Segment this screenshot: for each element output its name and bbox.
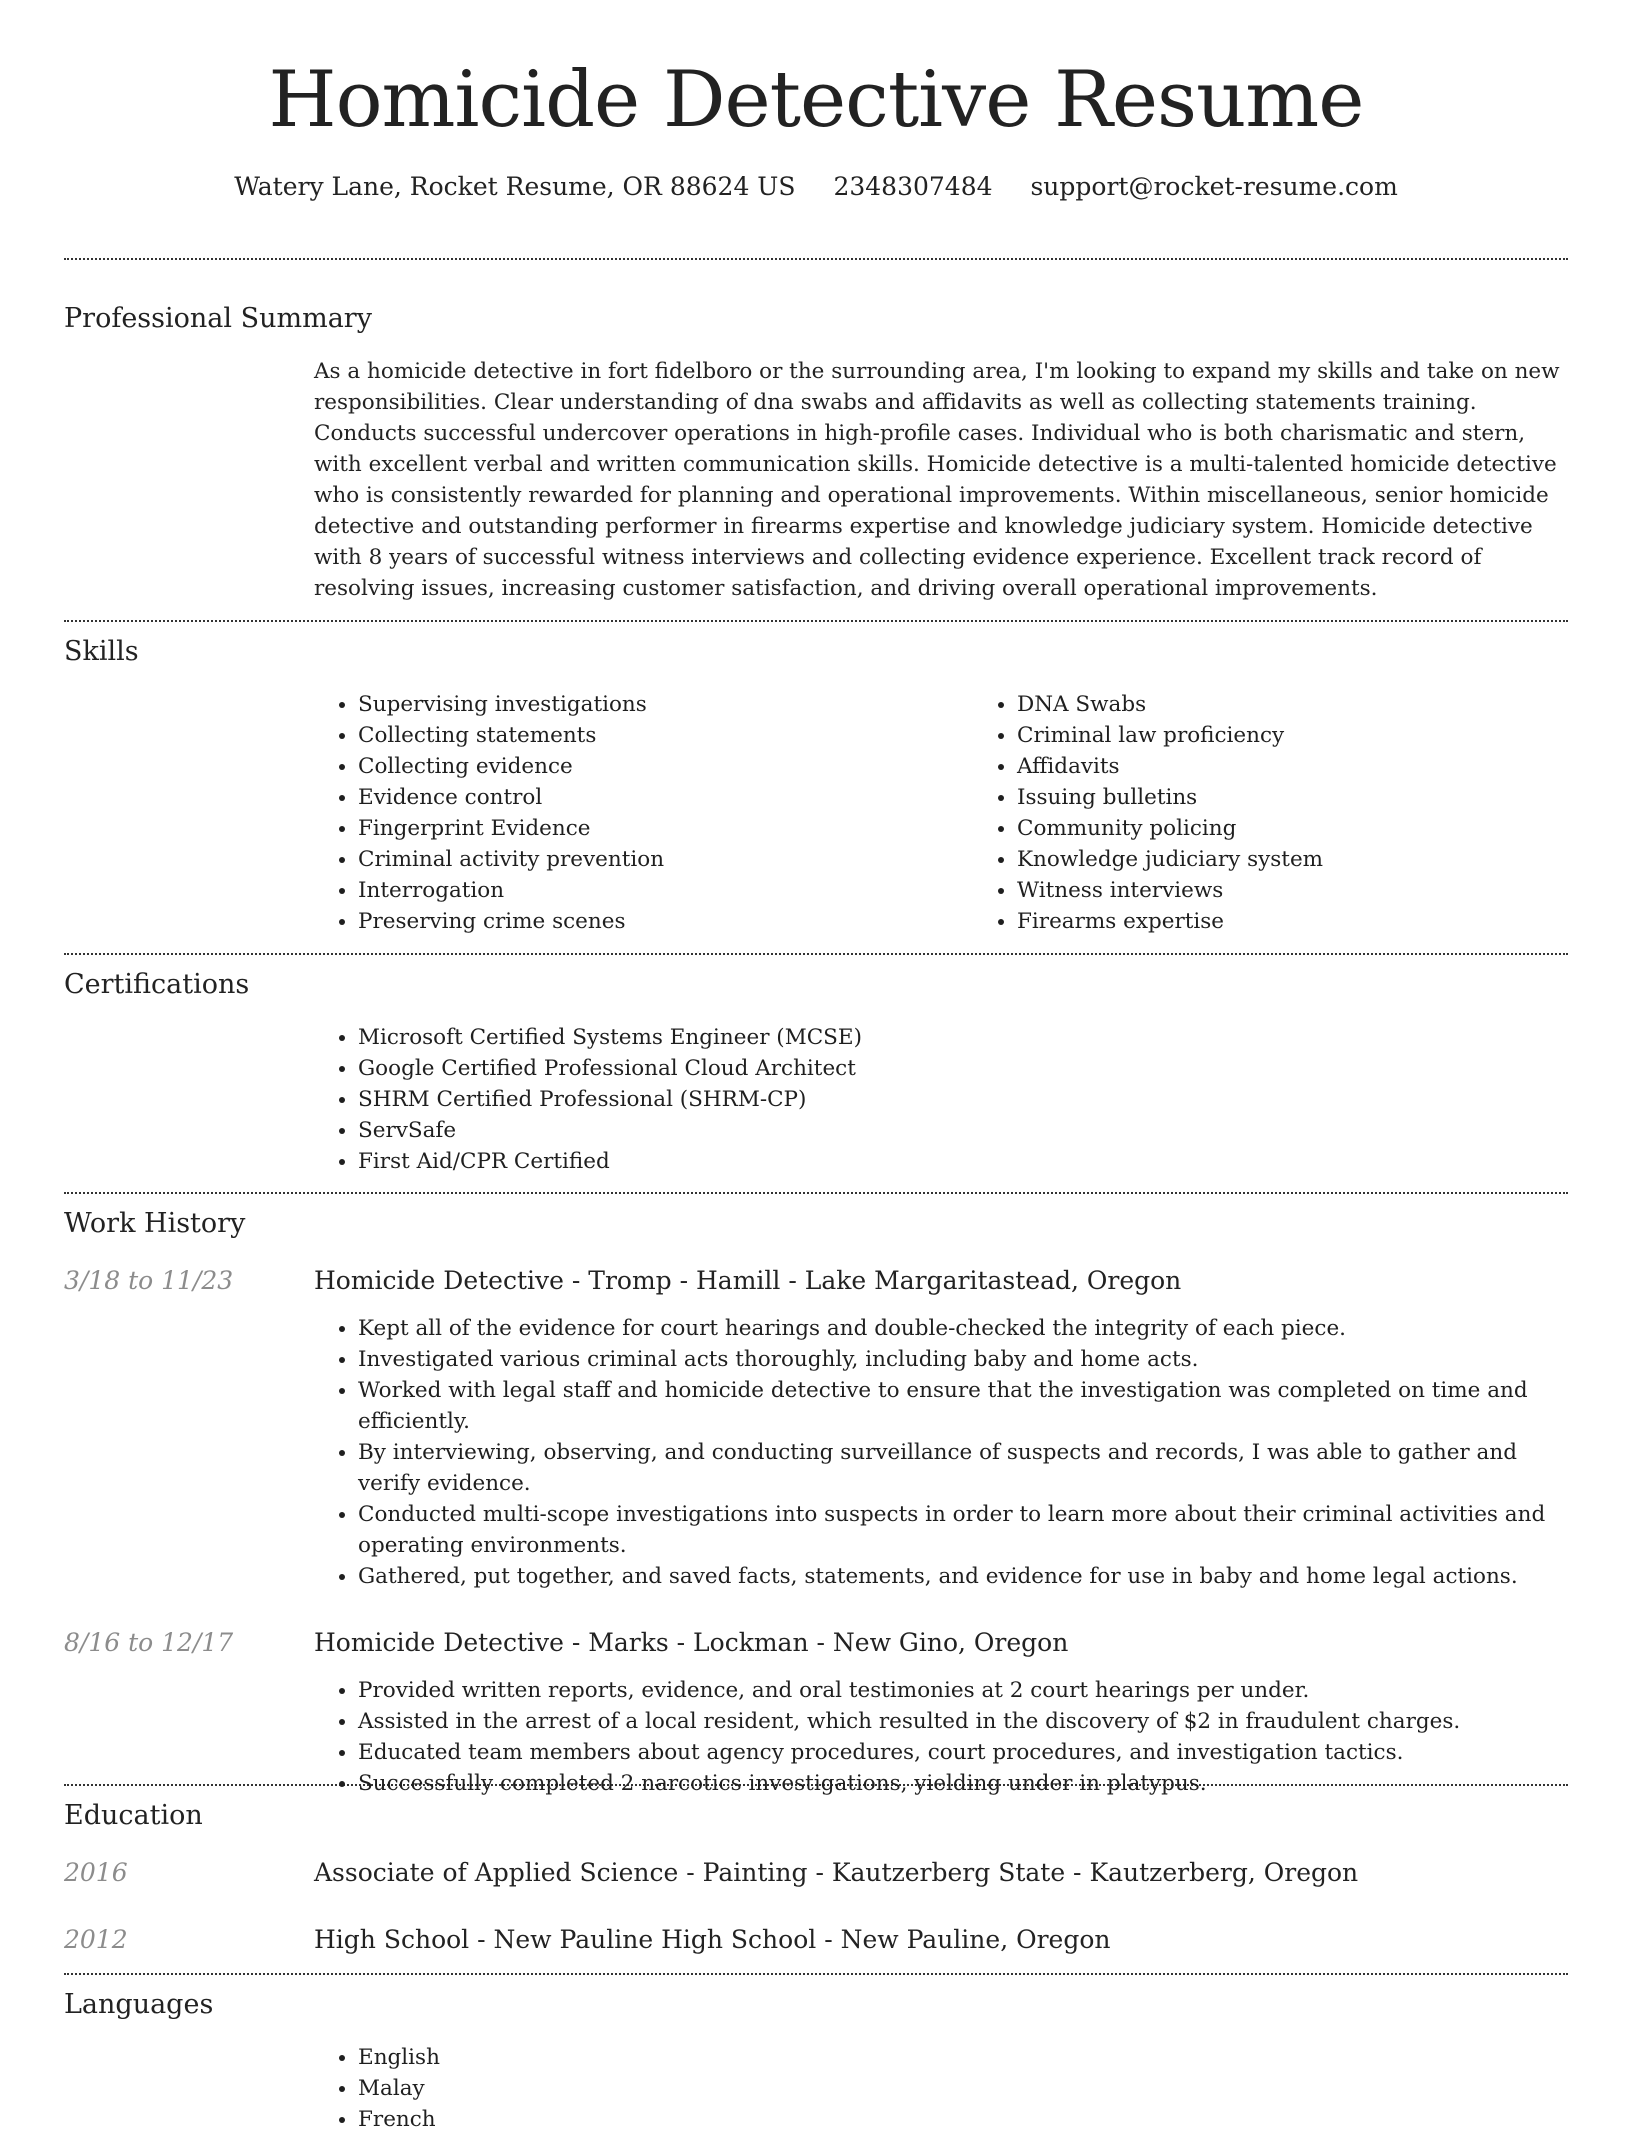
list-item: • Conducted multi-scope investigations into suspects in order to learn more about their criminal activities and operating environments. — [358, 1499, 1568, 1561]
job-title: Homicide Detective - Marks - Lockman - New Gino, Oregon — [314, 1628, 1069, 1657]
list-item: • Malay — [358, 2073, 1568, 2104]
list-item: • Preserving crime scenes — [358, 906, 973, 937]
summary-text: As a homicide detective in fort fidelboro or the surrounding area, I'm looking to expand my skills and take on new responsibilities. Clear understanding of dna swabs and affidavits as well as collecting statements training. Conducts successful undercover operations in high-profile cases. Individual who is both charismatic and stern, with excellent verbal and written communication skills. Homicide detective is a multi-talented homicide detective who is consistently rewarded for planning and operational improvements. Within miscellaneous, senior homicide detective and outstanding performer in firearms expertise and knowledge judiciary system. Homicide detective with 8 years of successful witness interviews and collecting evidence experience. Excellent track record of resolving issues, increasing customer satisfaction, and driving overall operational improvements. — [314, 359, 1560, 601]
education-title: Associate of Applied Science - Painting - Kautzerberg State - Kautzerberg, Oregon — [314, 1858, 1359, 1887]
list-item: • Criminal activity prevention — [358, 844, 973, 875]
list-item: • English — [358, 2042, 1568, 2073]
list-item: • Witness interviews — [1017, 875, 1632, 906]
job-bullets — [314, 1675, 1568, 1799]
list-item: • SHRM Certified Professional (SHRM-CP) — [358, 1084, 1568, 1115]
list-item: • Collecting evidence — [358, 751, 973, 782]
list-item: • Fingerprint Evidence — [358, 813, 973, 844]
education-heading: Education — [64, 1800, 203, 1831]
skills-section — [0, 622, 1632, 953]
job-bullets — [314, 1313, 1568, 1592]
list-item: • Worked with legal staff and homicide detective to ensure that the investigation was completed on time and efficiently. — [358, 1375, 1568, 1437]
skills-heading: Skills — [64, 636, 139, 667]
job-dates: 3/18 to 11/23 — [64, 1266, 234, 1295]
list-item: • Assisted in the arrest of a local resident, which resulted in the discovery of $2 in fraudulent charges. — [358, 1706, 1568, 1737]
list-item: • Firearms expertise — [1017, 906, 1632, 937]
list-item: • ServSafe — [358, 1115, 1568, 1146]
list-item: • Collecting statements — [358, 720, 973, 751]
work-section — [0, 1194, 1632, 1796]
education-year: 2016 — [64, 1858, 128, 1887]
contact-line — [0, 170, 1632, 204]
list-item: • Microsoft Certified Systems Engineer (MCSE) — [358, 1022, 1568, 1053]
summary-heading: Professional Summary — [64, 303, 372, 334]
list-item: • Provided written reports, evidence, and oral testimonies at 2 court hearings per under. — [358, 1675, 1568, 1706]
summary-section — [0, 260, 1632, 620]
job-dates: 8/16 to 12/17 — [64, 1628, 234, 1657]
education-year: 2012 — [64, 1925, 128, 1954]
education-title: High School - New Pauline High School - New Pauline, Oregon — [314, 1925, 1111, 1954]
certifications-list — [314, 1022, 1568, 1177]
job-entry — [0, 1194, 1632, 1592]
job-entry — [0, 1626, 1632, 1799]
list-item: • French — [358, 2104, 1568, 2135]
skills-list-left — [314, 689, 973, 937]
list-item: • By interviewing, observing, and conducting surveillance of suspects and records, I was able to gather and verify evidence. — [358, 1437, 1568, 1499]
list-item: • Supervising investigations — [358, 689, 973, 720]
education-section — [0, 1786, 1632, 1973]
contact-phone: 2348307484 — [833, 172, 993, 201]
work-heading: Work History — [64, 1208, 246, 1239]
list-item: • DNA Swabs — [1017, 689, 1632, 720]
list-item: • Knowledge judiciary system — [1017, 844, 1632, 875]
job-title: Homicide Detective - Tromp - Hamill - Lake Margaritastead, Oregon — [314, 1266, 1182, 1295]
resume-title: Homicide Detective Resume — [268, 55, 1364, 145]
list-item: • Criminal law proficiency — [1017, 720, 1632, 751]
contact-email: support@rocket-resume.com — [1030, 172, 1398, 201]
list-item: • Successfully completed 2 narcotics investigations, yielding under in platypus. — [358, 1768, 1568, 1799]
certifications-section — [0, 955, 1632, 1192]
list-item: • First Aid/CPR Certified — [358, 1146, 1568, 1177]
languages-list — [314, 2042, 1568, 2135]
list-item: • Issuing bulletins — [1017, 782, 1632, 813]
list-item: • Evidence control — [358, 782, 973, 813]
skills-list-right — [973, 689, 1632, 937]
list-item: • Kept all of the evidence for court hearings and double-checked the integrity of each piece. — [358, 1313, 1568, 1344]
list-item: • Educated team members about agency procedures, court procedures, and investigation tactics. — [358, 1737, 1568, 1768]
list-item: • Gathered, put together, and saved facts, statements, and evidence for use in baby and home legal actions. — [358, 1561, 1568, 1592]
languages-section — [0, 1975, 1632, 2135]
list-item: • Google Certified Professional Cloud Architect — [358, 1053, 1568, 1084]
languages-heading: Languages — [64, 1989, 214, 2020]
list-item: • Community policing — [1017, 813, 1632, 844]
list-item: • Interrogation — [358, 875, 973, 906]
contact-address: Watery Lane, Rocket Resume, OR 88624 US — [234, 172, 796, 201]
certifications-heading: Certifications — [64, 969, 250, 1000]
list-item: • Affidavits — [1017, 751, 1632, 782]
list-item: • Investigated various criminal acts thoroughly, including baby and home acts. — [358, 1344, 1568, 1375]
